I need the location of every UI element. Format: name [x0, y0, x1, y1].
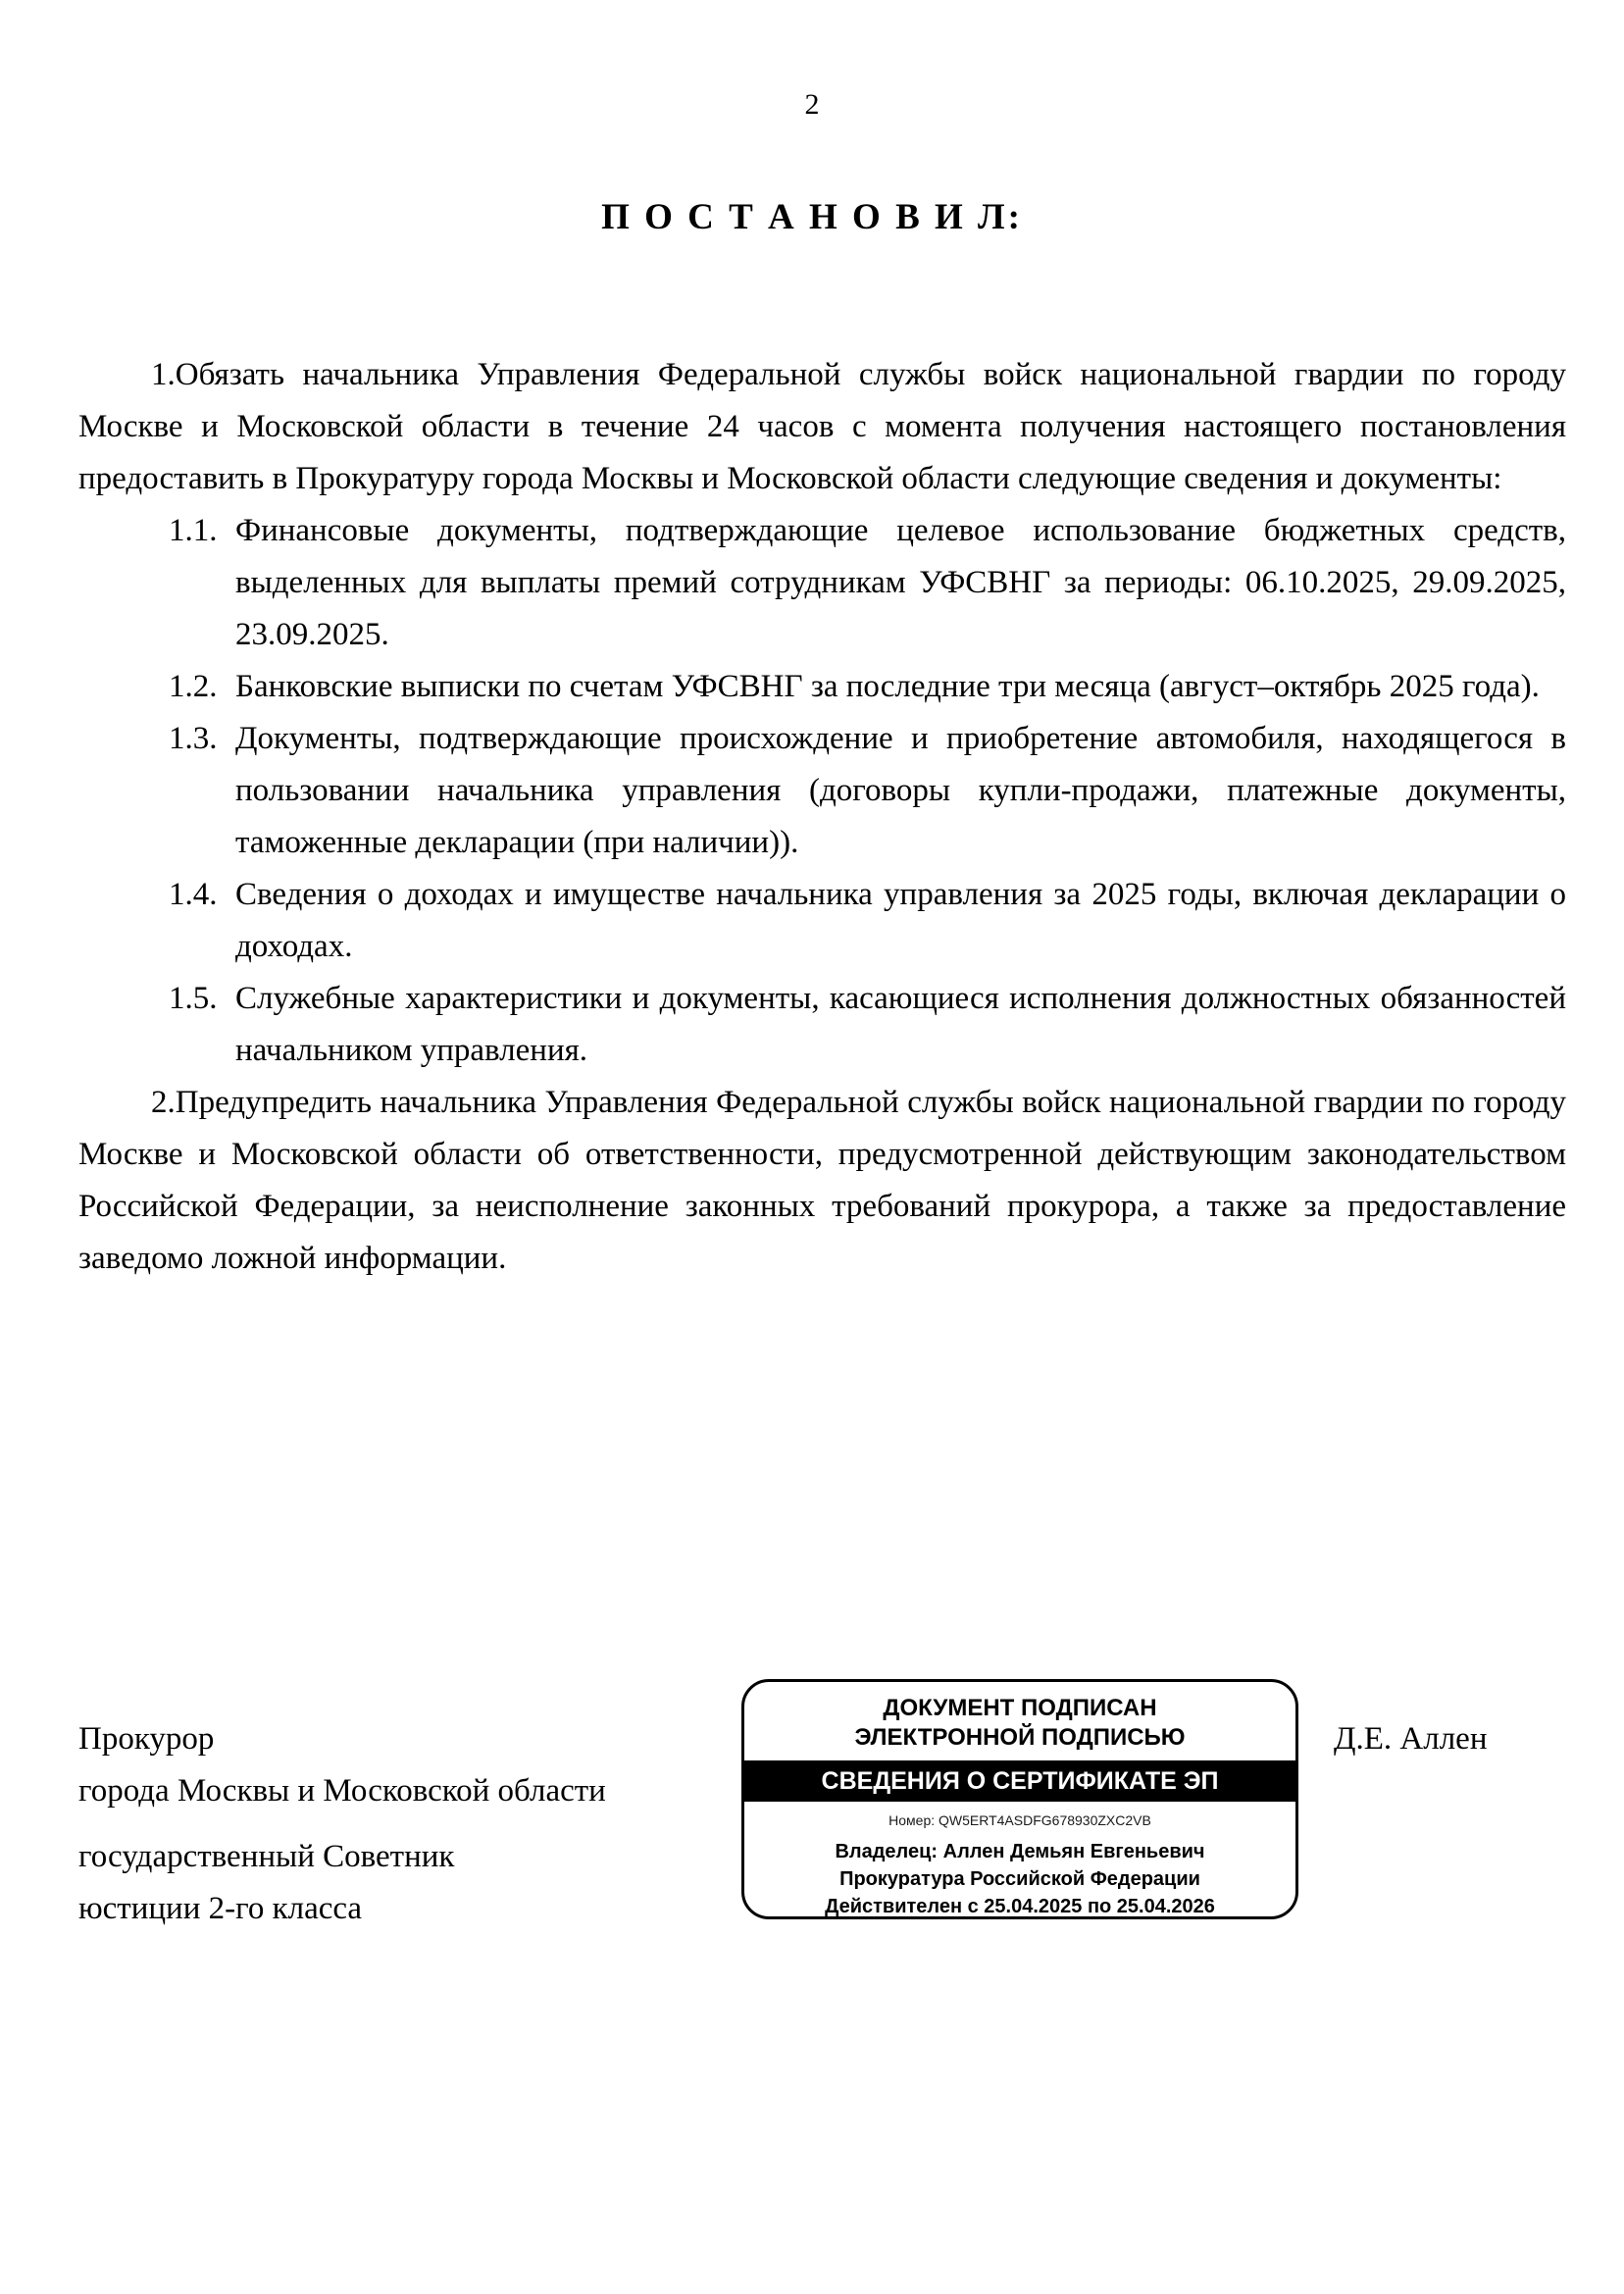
- list-item-1-5-text: Служебные характеристики и документы, касающиеся исполнения должностных обязанностей начальником управления.: [235, 981, 1566, 1068]
- signer-rank-line-2: юстиции 2-го класса: [78, 1891, 363, 1926]
- signer-name: Д.Е. Аллен: [1334, 1721, 1488, 1757]
- signer-title-block: [78, 1713, 606, 1935]
- stamp-title-line-1: ДОКУМЕНТ ПОДПИСАН: [883, 1695, 1157, 1721]
- list-item-1-1-number: 1.1.: [169, 513, 218, 548]
- list-item-1-2-number: 1.2.: [169, 669, 218, 704]
- signer-rank-block: [78, 1831, 606, 1935]
- stamp-title-line-2: ЭЛЕКТРОННОЙ ПОДПИСЬЮ: [854, 1724, 1186, 1751]
- list-item-1-1-text: Финансовые документы, подтверждающие целевое использование бюджетных средств, выделенных для выплаты премий сотрудникам УФСВНГ за периоды: 06.10.2025, 29.09.2025, 23.09.2025.: [235, 513, 1566, 652]
- list-item-1-3: [78, 713, 1566, 869]
- stamp-owner-line: Владелец: Аллен Демьян Евгеньевич: [835, 1841, 1205, 1862]
- stamp-certificate-band: СВЕДЕНИЯ О СЕРТИФИКАТЕ ЭП: [744, 1760, 1295, 1802]
- list-item-1-2: [78, 661, 1566, 713]
- list-item-1-5: [78, 973, 1566, 1077]
- paragraph-2: 2.Предупредить начальника Управления Федеральной службы войск национальной гвардии по городу Москве и Московской области об ответственности, предусмотренной действующим законодательством Российской Федерации, за неисполнение законных требований прокурора, а также за предоставление заведомо ложной информации.: [78, 1085, 1566, 1276]
- document-body: [78, 349, 1566, 1285]
- list-item-1-4-number: 1.4.: [169, 877, 218, 912]
- list-item-1-4: [78, 869, 1566, 973]
- stamp-certificate-number: Номер: QW5ERT4ASDFG678930ZXC2VB: [888, 1812, 1151, 1828]
- signer-position-line-2: города Москвы и Московской области: [78, 1773, 606, 1809]
- stamp-validity-line: Действителен с 25.04.2025 по 25.04.2026: [825, 1896, 1215, 1917]
- electronic-signature-stamp: [741, 1679, 1298, 1919]
- signer-rank-line-1: государственный Советник: [78, 1839, 455, 1874]
- list-item-1-4-text: Сведения о доходах и имуществе начальника управления за 2025 годы, включая декларации о доходах.: [235, 877, 1566, 964]
- page-number: 2: [804, 88, 820, 121]
- list-item-1-2-text: Банковские выписки по счетам УФСВНГ за последние три месяца (август–октябрь 2025 года).: [235, 669, 1540, 704]
- list-item-1-3-text: Документы, подтверждающие происхождение и приобретение автомобиля, находящегося в пользовании начальника управления (договоры купли-продажи, платежные документы, таможенные декларации (при наличии)).: [235, 721, 1566, 860]
- paragraph-1: 1.Обязать начальника Управления Федеральной службы войск национальной гвардии по городу Москве и Московской области в течение 24 часов с момента получения настоящего постановления предоставить в Прокуратуру города Москвы и Московской области следующие сведения и документы:: [78, 357, 1566, 496]
- document-title: П О С Т А Н О В И Л:: [601, 197, 1023, 237]
- list-item-1-1: [78, 505, 1566, 661]
- list-item-1-5-number: 1.5.: [169, 981, 218, 1016]
- list-item-1-3-number: 1.3.: [169, 721, 218, 756]
- signer-position-line-1: Прокурор: [78, 1721, 215, 1757]
- stamp-organization-line: Прокуратура Российской Федерации: [839, 1868, 1200, 1890]
